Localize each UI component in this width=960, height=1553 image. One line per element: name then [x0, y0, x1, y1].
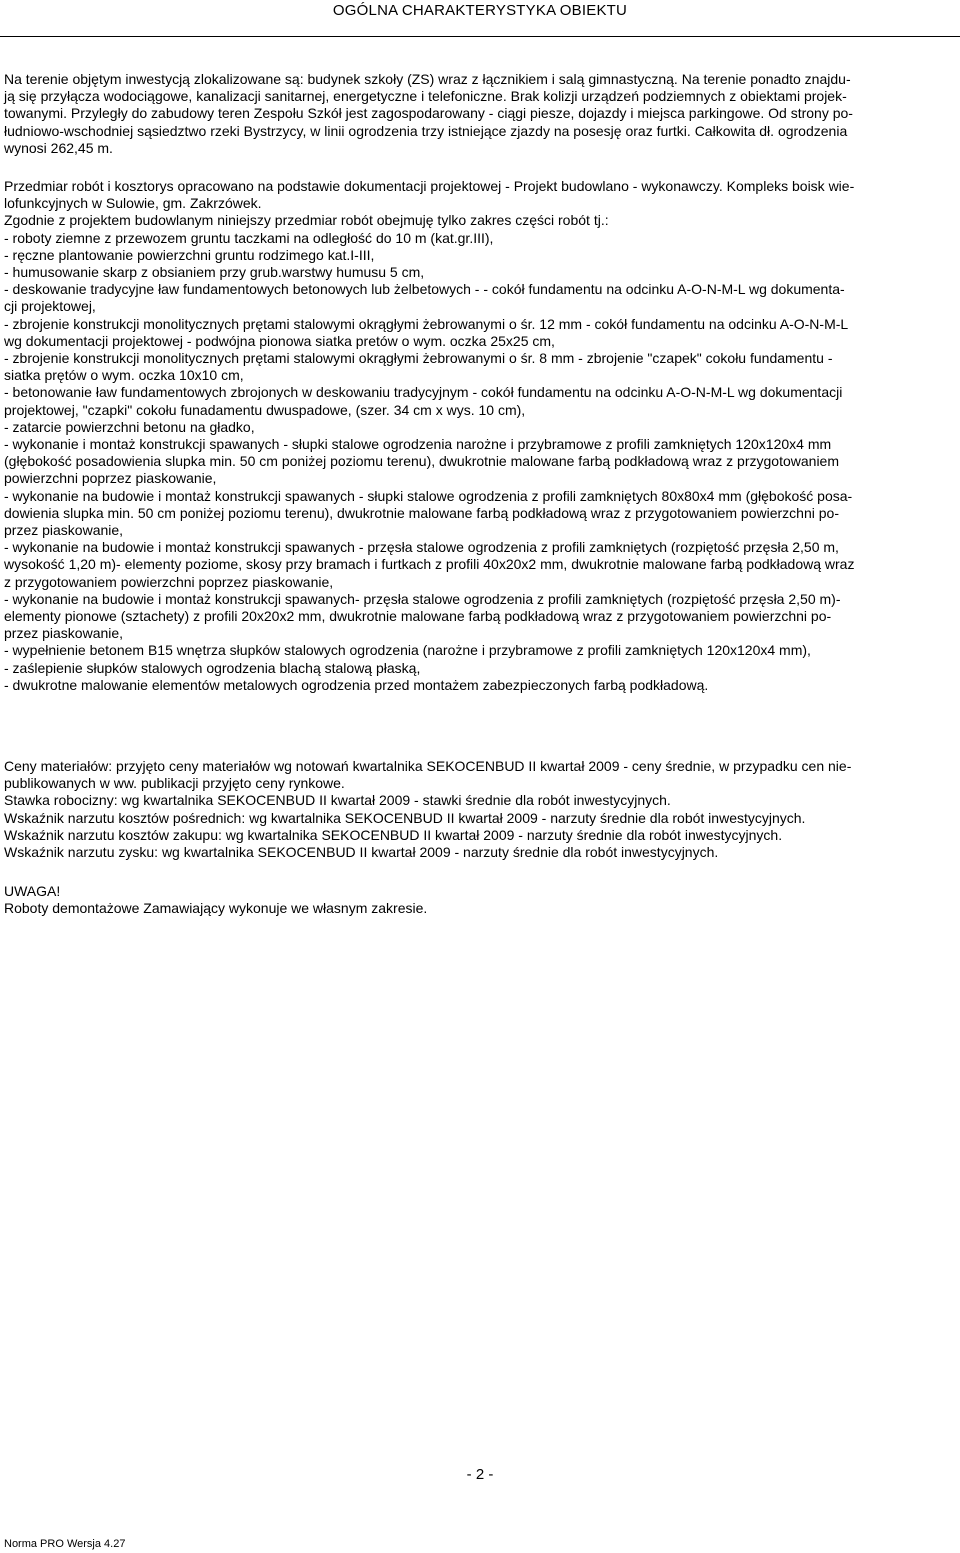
text-line: Wskaźnik narzutu zysku: wg kwartalnika SEKOCENBUD II kwartał 2009 - narzuty średnie dla robót inwestycyjnych.	[4, 844, 719, 861]
intro-paragraph	[4, 71, 956, 157]
text-line: Na terenie objętym inwestycją zlokalizowane są: budynek szkoły (ZS) wraz z łącznikiem i salą gimnastyczną. Na terenie ponadto znajdu-	[4, 71, 851, 87]
warning-text: Roboty demontażowe Zamawiający wykonuje we własnym zakresie.	[4, 900, 428, 917]
list-item: - betonowanie ław fundamentowych zbrojonych w deskowaniu tradycyjnym - cokół fundamentu na odcinku A-O-N-M-L wg dokumentacji	[4, 384, 843, 401]
list-item: - wypełnienie betonem B15 wnętrza słupków stalowych ogrodzenia (narożne i przybramowe z profili zamkniętych 120x120x4 mm),	[4, 642, 811, 659]
text-line: projektowej, "czapki" cokołu funadamentu dwuspadowe, (szer. 34 cm x wys. 10 cm),	[4, 401, 526, 418]
list-item: - deskowanie tradycyjne ław fundamentowych betonowych lub żelbetowych - - cokół fundamentu na odcinku A-O-N-M-L wg dokumenta-	[4, 281, 845, 298]
pricing-section	[4, 758, 956, 861]
text-line: wg dokumentacji projektowej - podwójna pionowa siatka pretów o wym. oczka 25x25 cm,	[4, 332, 555, 349]
text-line: publikowanych w ww. publikacji przyjęto ceny rynkowe.	[4, 775, 345, 792]
list-item: - humusowanie skarp z obsianiem przy grub.warstwy humusu 5 cm,	[4, 264, 425, 281]
text-line: Zgodnie z projektem budowlanym niniejszy przedmiar robót obejmuję tylko zakres części robót tj.:	[4, 212, 609, 229]
text-line: elementy pionowe (sztachety) z profili 20x20x2 mm, dwukrotnie malowane farbą podkładową wraz z przygotowaniem powierzchni po-	[4, 608, 832, 625]
text-line: dowienia slupka min. 50 cm poniżej poziomu terenu), dwukrotnie malowane farbą podkładową wraz z przygotowaniem powierzchni po-	[4, 504, 839, 521]
text-line: powierzchni poprzez piaskowanie,	[4, 470, 217, 487]
text-line: przez piaskowanie,	[4, 522, 124, 539]
warning-heading: UWAGA!	[4, 883, 61, 899]
page-number: - 2 -	[466, 1466, 494, 1483]
text-line: z przygotowaniem powierzchni poprzez piaskowanie,	[4, 573, 334, 590]
list-item: - zbrojenie konstrukcji monolitycznych prętami stalowymi okrągłymi żebrowanymi o śr. 12 mm - cokół fundamentu na odcinku A-O-N-M-L	[4, 315, 849, 332]
text-line: łudniowo-wschodniej sąsiedztwo rzeki Bystrzycy, w linii ogrodzenia trzy istniejące zjazdy na posesję oraz furtki. Całkowita dł. ogrodzenia	[4, 122, 848, 139]
warning-section	[4, 883, 956, 917]
software-version: Norma PRO Wersja 4.27	[4, 1538, 126, 1550]
list-item: - zbrojenie konstrukcji monolitycznych prętami stalowymi okrągłymi żebrowanymi o śr. 8 mm - zbrojenie "czapek" cokołu fundamentu -	[4, 350, 833, 367]
text-line: (głębokość posadowienia slupka min. 50 cm poniżej poziomu terenu), dwukrotnie malowane farbą podkładową wraz z przygotowaniem	[4, 453, 839, 470]
list-item: - zatarcie powierzchni betonu na gładko,	[4, 418, 255, 435]
text-line: Ceny materiałów: przyjęto ceny materiałów wg notowań kwartalnika SEKOCENBUD II kwartał 2009 - ceny średnie, w przypadku cen nie-	[4, 758, 852, 774]
header-divider	[0, 36, 960, 37]
text-line: Stawka robocizny: wg kwartalnika SEKOCENBUD II kwartał 2009 - stawki średnie dla robót inwestycyjnych.	[4, 792, 671, 809]
list-item: - wykonanie na budowie i montaż konstrukcji spawanych - słupki stalowe ogrodzenia z profili zamkniętych 80x80x4 mm (głębokość posa-	[4, 487, 853, 504]
scope-section	[4, 178, 956, 694]
list-item: - wykonanie i montaż konstrukcji spawanych - słupki stalowe ogrodzenia narożne i przybramowe z profili zamkniętych 120x120x4 mm	[4, 436, 832, 453]
list-item: - dwukrotne malowanie elementów metalowych ogrodzenia przed montażem zabezpieczonych farbą podkładową.	[4, 676, 709, 693]
page-title: OGÓLNA CHARAKTERYSTYKA OBIEKTU	[332, 2, 628, 19]
text-line: wysokość 1,20 m)- elementy poziome, skosy przy bramach i furtkach z profili 40x20x2 mm, dwukrotnie malowane farbą podkładową wraz	[4, 556, 855, 573]
list-item: - ręczne plantowanie powierzchni gruntu rodzimego kat.I-III,	[4, 246, 375, 263]
list-item: - roboty ziemne z przewozem gruntu taczkami na odległość do 10 m (kat.gr.III),	[4, 229, 494, 246]
text-line: Wskaźnik narzutu kosztów pośrednich: wg kwartalnika SEKOCENBUD II kwartał 2009 - narzuty średnie dla robót inwestycyjnych.	[4, 809, 806, 826]
list-item: - zaślepienie słupków stalowych ogrodzenia blachą stalową płaską,	[4, 659, 421, 676]
text-line: lofunkcyjnych w Sulowie, gm. Zakrzówek.	[4, 195, 262, 212]
text-line: ją się przyłącza wodociągowe, kanalizacji sanitarnej, energetyczne i telefoniczne. Brak kolizji urządzeń podziemnych z obiektami projek-	[4, 88, 847, 105]
text-line: Wskaźnik narzutu kosztów zakupu: wg kwartalnika SEKOCENBUD II kwartał 2009 - narzuty średnie dla robót inwestycyjnych.	[4, 826, 783, 843]
text-line: Przedmiar robót i kosztorys opracowano na podstawie dokumentacji projektowej - Projekt budowlano - wykonawczy. Kompleks boisk wie-	[4, 178, 855, 194]
text-line: siatka prętów o wym. oczka 10x10 cm,	[4, 367, 244, 384]
text-line: wynosi 262,45 m.	[4, 139, 113, 156]
text-line: cji projektowej,	[4, 298, 96, 315]
list-item: - wykonanie na budowie i montaż konstrukcji spawanych- przęsła stalowe ogrodzenia z profili zamkniętych (rozpiętość przęsła 2,50 m)-	[4, 590, 841, 607]
text-line: towanymi. Przyległy do zabudowy teren Zespołu Szkół jest zagospodarowany - ciągi piesze, dojazdy i miejsca parkingowe. Od strony po-	[4, 105, 853, 122]
list-item: - wykonanie na budowie i montaż konstrukcji spawanych - przęsła stalowe ogrodzenia z profili zamkniętych (rozpiętość przęsła 2,50 m,	[4, 539, 839, 556]
text-line: przez piaskowanie,	[4, 625, 124, 642]
